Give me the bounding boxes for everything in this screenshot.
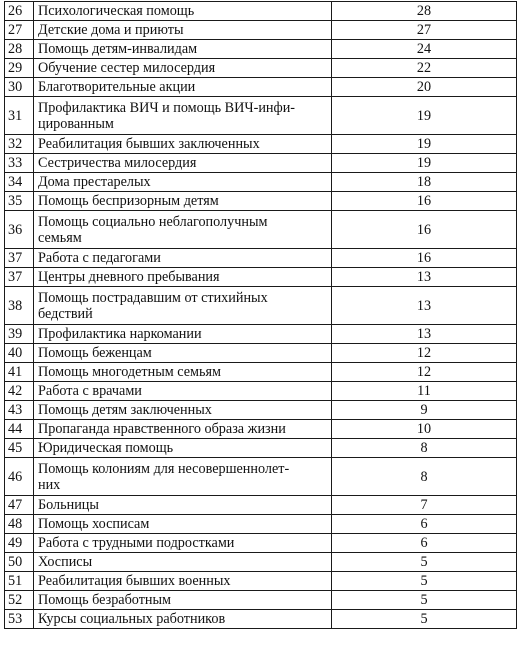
row-number: 50 [5,553,34,572]
table-row [5,2,517,21]
row-number: 37 [5,249,34,268]
row-number: 26 [5,2,34,21]
mention-count: 12 [332,344,517,363]
table-row [5,572,517,591]
mention-count: 9 [332,401,517,420]
activity-name-line: Помощь пострадавшим от стихийных [38,289,268,306]
mention-count: 6 [332,515,517,534]
activity-name: Центры дневного пребывания [34,268,332,287]
table-row [5,420,517,439]
mention-count: 18 [332,173,517,192]
activity-name: Обучение сестер милосердия [34,59,332,78]
row-number: 46 [5,458,34,496]
activity-name: Реабилитация бывших заключенных [34,135,332,154]
mention-count: 7 [332,496,517,515]
activity-name: Помощь беспризорным детям [34,192,332,211]
activity-name: Помощь беженцам [34,344,332,363]
table-row [5,401,517,420]
activity-name: Работа с трудными подростками [34,534,332,553]
mention-count: 28 [332,2,517,21]
activity-name: Помощь детям-инвалидам [34,40,332,59]
row-number: 31 [5,97,34,135]
table-row [5,382,517,401]
mention-count: 16 [332,249,517,268]
activity-name: Помощь многодетным семьям [34,363,332,382]
table-row [5,21,517,40]
activity-name-line: семьям [38,229,82,246]
activity-name: Сестричества милосердия [34,154,332,173]
row-number: 44 [5,420,34,439]
row-number: 53 [5,610,34,629]
row-number: 28 [5,40,34,59]
mention-count: 5 [332,553,517,572]
table-row [5,135,517,154]
table-body [5,2,517,629]
row-number: 42 [5,382,34,401]
table-row [5,325,517,344]
mention-count: 10 [332,420,517,439]
activity-name-line: Помощь социально неблагополучным [38,213,268,230]
activity-name: Помощь детям заключенных [34,401,332,420]
activity-name: Работа с педагогами [34,249,332,268]
mention-count: 5 [332,591,517,610]
activity-name: Помощь хосписам [34,515,332,534]
mention-count: 11 [332,382,517,401]
row-number: 48 [5,515,34,534]
row-number: 43 [5,401,34,420]
row-number: 38 [5,287,34,325]
mention-count: 22 [332,59,517,78]
row-number: 40 [5,344,34,363]
mention-count: 20 [332,78,517,97]
table-row [5,97,517,135]
table-row [5,192,517,211]
table-row [5,40,517,59]
row-number: 47 [5,496,34,515]
row-number: 41 [5,363,34,382]
table-row [5,249,517,268]
mention-count: 5 [332,610,517,629]
row-number: 30 [5,78,34,97]
table-row [5,458,517,496]
row-number: 35 [5,192,34,211]
row-number: 33 [5,154,34,173]
mention-count: 27 [332,21,517,40]
table-row [5,211,517,249]
row-number: 49 [5,534,34,553]
table-row [5,496,517,515]
activity-name-line: Профилактика ВИЧ и помощь ВИЧ-инфи- [38,99,296,116]
table-row [5,173,517,192]
activity-name: Хосписы [34,553,332,572]
mention-count: 12 [332,363,517,382]
table-row [5,534,517,553]
ranking-table [4,1,517,629]
mention-count: 19 [332,135,517,154]
mention-count: 13 [332,287,517,325]
mention-count: 19 [332,97,517,135]
mention-count: 8 [332,439,517,458]
activity-name: Помощь безработным [34,591,332,610]
row-number: 27 [5,21,34,40]
row-number: 29 [5,59,34,78]
activity-name: Работа с врачами [34,382,332,401]
activity-name: Профилактика наркомании [34,325,332,344]
row-number: 32 [5,135,34,154]
activity-name [34,97,332,135]
table-row [5,553,517,572]
table-row [5,515,517,534]
activity-name: Пропаганда нравственного образа жизни [34,420,332,439]
activity-name-line: них [38,476,61,493]
mention-count: 5 [332,572,517,591]
table-row [5,78,517,97]
table-row [5,268,517,287]
row-number: 34 [5,173,34,192]
mention-count: 19 [332,154,517,173]
table-row [5,591,517,610]
table-row [5,344,517,363]
activity-name: Юридическая помощь [34,439,332,458]
activity-name [34,211,332,249]
row-number: 52 [5,591,34,610]
row-number: 37 [5,268,34,287]
mention-count: 13 [332,268,517,287]
activity-name-line: цированным [38,115,114,132]
activity-name: Курсы социальных работников [34,610,332,629]
table-row [5,439,517,458]
mention-count: 16 [332,211,517,249]
activity-name: Благотворительные акции [34,78,332,97]
table-row [5,363,517,382]
activity-name: Реабилитация бывших военных [34,572,332,591]
activity-name [34,458,332,496]
row-number: 45 [5,439,34,458]
activity-name: Психологическая помощь [34,2,332,21]
mention-count: 8 [332,458,517,496]
activity-name [34,287,332,325]
mention-count: 13 [332,325,517,344]
table-row [5,287,517,325]
activity-name-line: Помощь колониям для несовершеннолет- [38,460,290,477]
table-row [5,610,517,629]
table-row [5,59,517,78]
activity-name-line: бедствий [38,305,93,322]
mention-count: 6 [332,534,517,553]
activity-name: Детские дома и приюты [34,21,332,40]
row-number: 39 [5,325,34,344]
activity-name: Дома престарелых [34,173,332,192]
row-number: 36 [5,211,34,249]
row-number: 51 [5,572,34,591]
mention-count: 24 [332,40,517,59]
activity-name: Больницы [34,496,332,515]
mention-count: 16 [332,192,517,211]
table-row [5,154,517,173]
